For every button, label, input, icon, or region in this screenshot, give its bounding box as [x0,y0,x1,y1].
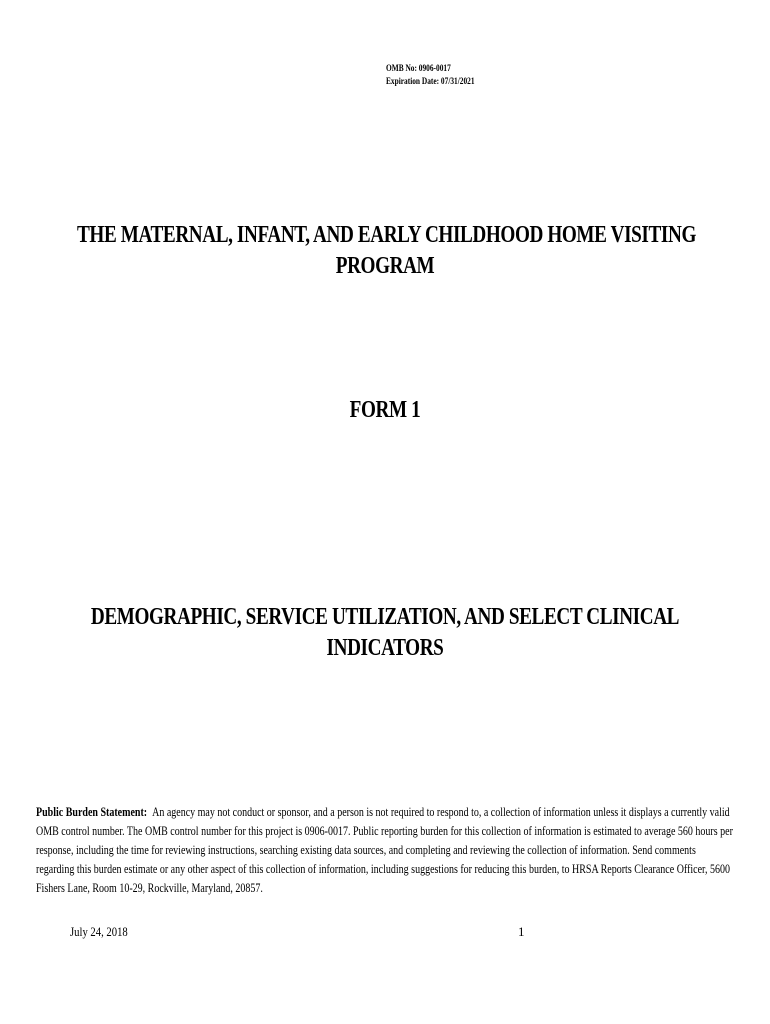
document-subtitle-line-2: INDICATORS [326,635,444,661]
document-title-line-1: THE MATERNAL, INFANT, AND EARLY CHILDHOOD HOME VISITING [77,222,696,248]
burden-statement-text: An agency may not conduct or sponsor, and a person is not required to respond to, a collection of information unless it displays a currently valid OMB control number. The OMB control number for this project is 0906-0017. Public reporting burden for this collection of information is estimated to average 560 hours per response, including the time for reviewing instructions, searching existing data sources, and completing and reviewing the collection of information. Send comments regarding this burden estimate or any other aspect of this collection of information, including suggestions for reducing this burden, to HRSA Reports Clearance Officer, 5600 Fishers Lane, Room 10-29, Rockville, Maryland, 20857. [36,805,733,895]
omb-number: OMB No: 0906-0017 [386,63,451,73]
document-subtitle-line-1: DEMOGRAPHIC, SERVICE UTILIZATION, AND SELECT CLINICAL [90,604,680,630]
footer-date: July 24, 2018 [70,924,128,939]
document-subtitle [0,602,770,664]
burden-statement-label: Public Burden Statement: [36,805,148,819]
expiration-date: Expiration Date: 07/31/2021 [386,76,475,86]
omb-header [386,62,475,88]
page-number: 1 [518,924,525,939]
form-number [0,395,770,426]
form-number-text: FORM 1 [349,397,421,423]
public-burden-statement [36,803,736,898]
document-title [0,220,770,282]
document-title-line-2: PROGRAM [335,253,435,279]
